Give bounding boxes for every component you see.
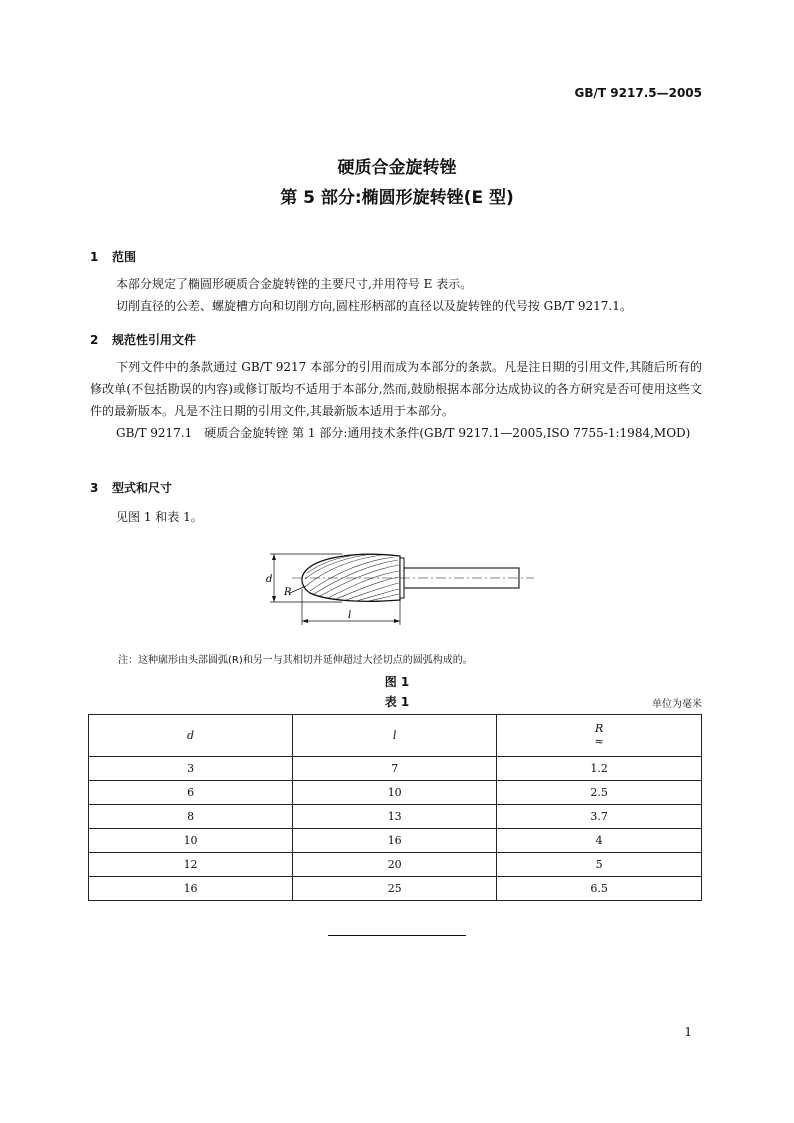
table-cell: 3.7 — [497, 805, 702, 829]
r-label: R — [284, 587, 292, 598]
paragraph — [90, 356, 702, 422]
table-cell: 5 — [497, 853, 702, 877]
column-header-r-symbol: R — [594, 722, 604, 735]
figure-note: 注：这种廓形由头部圆弧(R)和另一与其相切并延伸超过大径切点的圆弧构成的。 — [118, 655, 473, 666]
column-header-d: d — [89, 715, 293, 757]
table-row — [89, 757, 702, 781]
table-header-row — [89, 715, 702, 757]
table-cell: 2.5 — [497, 781, 702, 805]
end-rule — [328, 935, 466, 936]
unit-note: 单位为毫米 — [652, 699, 702, 710]
table-cell: 6.5 — [497, 877, 702, 901]
table-row — [89, 853, 702, 877]
paragraph-text: 本部分规定了椭圆形硬质合金旋转锉的主要尺寸,并用符号 E 表示。 — [116, 277, 473, 291]
page-number: 1 — [684, 1025, 692, 1039]
table-cell: 8 — [89, 805, 293, 829]
table-row — [89, 829, 702, 853]
document-subtitle: 第 5 部分:椭圆形旋转锉(E 型) — [280, 188, 514, 208]
column-header-l: l — [293, 715, 497, 757]
table-cell: 1.2 — [497, 757, 702, 781]
table-cell: 25 — [293, 877, 497, 901]
paragraph-text: 切削直径的公差、螺旋槽方向和切削方向,圆柱形柄部的直径以及旋转锉的代号按 GB/T 9217.1。 — [116, 299, 632, 313]
section-number: 2 — [90, 333, 99, 347]
section-number: 1 — [90, 250, 99, 264]
table-cell: 4 — [497, 829, 702, 853]
section-heading-type-and-dimensions — [90, 479, 172, 496]
section-heading-scope — [90, 248, 136, 265]
table-cell: 6 — [89, 781, 293, 805]
document-title: 硬质合金旋转锉 — [337, 158, 457, 178]
l-label: l — [348, 610, 352, 621]
arrowhead — [394, 619, 400, 623]
paragraph-text: 见图 1 和表 1。 — [116, 510, 203, 524]
table-row — [89, 805, 702, 829]
section-heading-normative-references — [90, 331, 196, 348]
arrowhead — [272, 554, 276, 560]
paragraph-text: GB/T 9217.1 硬质合金旋转锉 第 1 部分:通用技术条件(GB/T 9217.1—2005,ISO 7755-1:1984,MOD) — [116, 426, 691, 440]
paragraph-text: 下列文件中的条款通过 GB/T 9217 本部分的引用而成为本部分的条款。凡是注日期的引用文件,其随后所有的修改单(不包括勘误的内容)或修订版均不适用于本部分,然而,鼓励根据本部分达成协议的各方研究是否可使用这些文件的最新版本。凡是不注日期的引用文件,其最新版本适用于本部分。 — [90, 360, 702, 418]
burr-drawing — [262, 545, 542, 633]
dimensions-table — [88, 714, 702, 901]
column-header-r-approx: ≈ — [594, 735, 604, 748]
table-cell: 3 — [89, 757, 293, 781]
table-cell: 12 — [89, 853, 293, 877]
standard-code: GB/T 9217.5—2005 — [574, 86, 702, 100]
table-cell: 16 — [89, 877, 293, 901]
table-cell: 10 — [293, 781, 497, 805]
table-cell: 16 — [293, 829, 497, 853]
table-cell: 10 — [89, 829, 293, 853]
arrowhead — [302, 619, 308, 623]
paragraph — [90, 295, 702, 317]
paragraph — [90, 506, 702, 528]
table-row — [89, 781, 702, 805]
column-header-r — [497, 715, 702, 757]
arrowhead — [272, 596, 276, 602]
table-caption: 表 1 — [384, 695, 410, 709]
r-leader — [290, 586, 306, 593]
section-title: 范围 — [112, 250, 137, 264]
d-label: d — [266, 574, 273, 585]
figure-caption: 图 1 — [384, 675, 410, 689]
section-title: 型式和尺寸 — [112, 481, 173, 495]
reference-entry — [90, 422, 702, 444]
section-title: 规范性引用文件 — [112, 333, 197, 347]
table-cell: 7 — [293, 757, 497, 781]
table-row — [89, 877, 702, 901]
paragraph — [90, 273, 702, 295]
table-cell: 20 — [293, 853, 497, 877]
table-cell: 13 — [293, 805, 497, 829]
section-number: 3 — [90, 481, 99, 495]
